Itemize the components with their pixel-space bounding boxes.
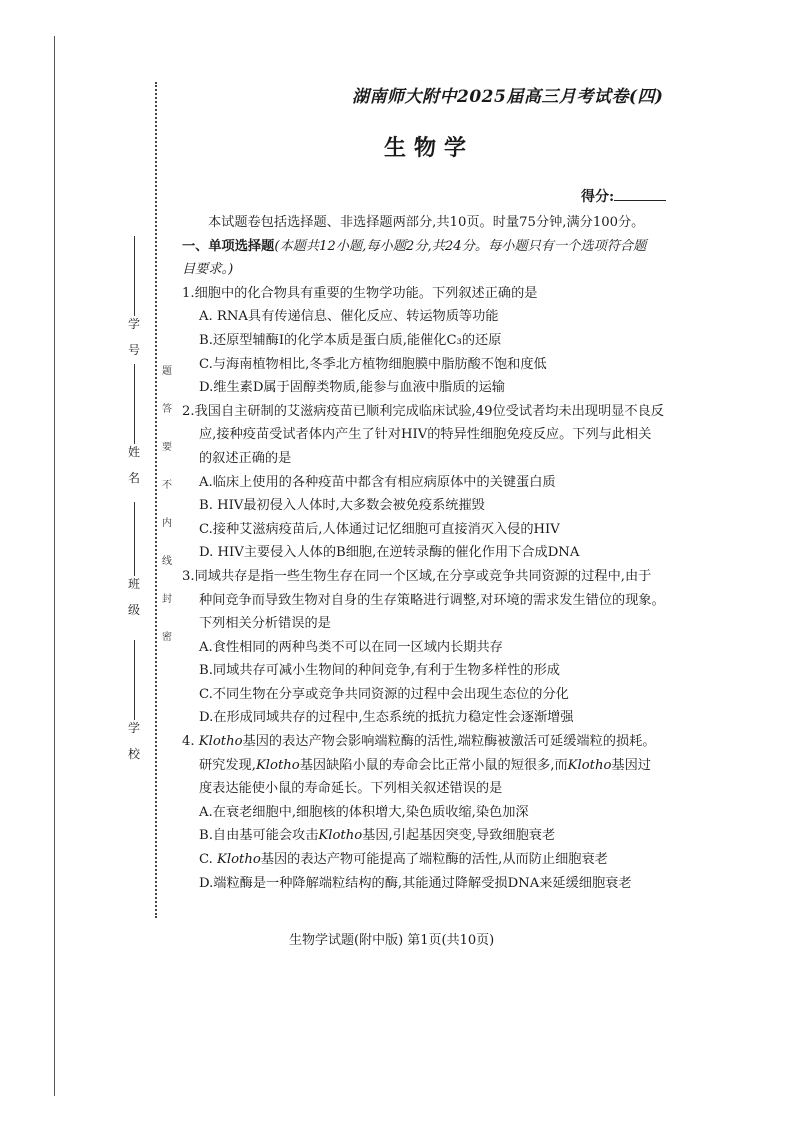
question-4-stem: 度表达能使小鼠的寿命延长。下列相关叙述错误的是 bbox=[199, 781, 503, 797]
name-label bbox=[128, 444, 140, 486]
question-1-option-B[interactable]: B.还原型辅酶Ⅰ的化学本质是蛋白质,能催化C₃的还原 bbox=[199, 332, 502, 348]
question-3-stem: 种间竞争而导致生物对自身的生存策略进行调整,对环境的需求发生错位的现象。 bbox=[199, 592, 665, 608]
question-2-option-B[interactable]: B. HIV最初侵入人体时,大多数会被免疫系统摧毁 bbox=[199, 498, 485, 514]
student-id-char-2: 号 bbox=[127, 343, 140, 357]
question-3-option-C[interactable]: C.不同生物在分享或竞争共同资源的过程中会出现生态位的分化 bbox=[199, 686, 569, 702]
student-id-label bbox=[128, 316, 140, 358]
question-1-option-D[interactable]: D.维生素D属于固醇类物质,能参与血液中脂质的运输 bbox=[199, 380, 505, 396]
class-char-2: 级 bbox=[127, 603, 140, 617]
seal-char: 题 bbox=[162, 366, 172, 377]
class-label bbox=[128, 576, 140, 618]
question-4-stem: 4. Klotho基因的表达产物会影响端粒酶的活性,端粒酶被激活可延缓端粒的损耗。 bbox=[182, 734, 656, 750]
question-4-option-D[interactable]: D.端粒酶是一种降解端粒结构的酶,其能通过降解受损DNA来延缓细胞衰老 bbox=[199, 875, 632, 891]
seal-char: 线 bbox=[162, 556, 172, 567]
question-4-option-B[interactable]: B.自由基可能会攻击Klotho基因,引起基因突变,导致细胞衰老 bbox=[199, 828, 556, 844]
question-1-option-C[interactable]: C.与海南植物相比,冬季北方植物细胞膜中脂肪酸不饱和度低 bbox=[199, 356, 547, 372]
seal-char: 封 bbox=[162, 594, 172, 605]
subject-title: 生物学 bbox=[384, 135, 475, 161]
question-2-option-D[interactable]: D. HIV主要侵入人体的B细胞,在逆转录酶的催化作用下合成DNA bbox=[199, 545, 580, 561]
score-field[interactable] bbox=[581, 186, 666, 206]
name-char-1: 姓 bbox=[127, 445, 140, 459]
margin-rule bbox=[54, 36, 55, 1096]
question-list bbox=[182, 282, 676, 895]
seal-char: 要 bbox=[162, 442, 172, 453]
exam-title: 湖南师大附中2025届高三月考试卷(四) bbox=[352, 87, 664, 107]
question-1-option-A[interactable]: A. RNA具有传递信息、催化反应、转运物质等功能 bbox=[199, 309, 499, 325]
name-blank[interactable] bbox=[134, 364, 135, 444]
school-label bbox=[128, 720, 140, 762]
school-char-2: 校 bbox=[127, 747, 140, 761]
question-2-stem: 应,接种疫苗受试者体内产生了针对HIV的特异性细胞免疫反应。下列与此相关 bbox=[199, 427, 652, 443]
section-heading-cont bbox=[182, 258, 676, 282]
question-3-option-D[interactable]: D.在形成同域共存的过程中,生态系统的抵抗力稳定性会逐渐增强 bbox=[199, 710, 574, 726]
class-blank[interactable] bbox=[134, 502, 135, 576]
score-label: 得分: bbox=[581, 189, 615, 205]
seal-char: 答 bbox=[162, 404, 172, 415]
section-heading bbox=[182, 235, 676, 259]
question-3-stem: 3.同域共存是指一些生物生存在同一个区域,在分享或竞争共同资源的过程中,由于 bbox=[182, 568, 652, 584]
class-field[interactable] bbox=[122, 498, 146, 618]
seal-char: 密 bbox=[162, 632, 172, 643]
student-id-blank[interactable] bbox=[134, 236, 135, 316]
exam-content bbox=[182, 211, 676, 895]
student-id-field[interactable] bbox=[122, 232, 146, 358]
section-desc-1: (本题共12小题,每小题2分,共24分。每小题只有一个选项符合题 bbox=[274, 238, 647, 254]
seal-char: 内 bbox=[162, 518, 172, 529]
question-3-stem: 下列相关分析错误的是 bbox=[199, 616, 331, 632]
question-4-stem: 研究发现,Klotho基因缺陷小鼠的寿命会比正常小鼠的短很多,而Klotho基因过 bbox=[199, 757, 651, 773]
page-footer: 生物学试题(附中版) 第1页(共10页) bbox=[289, 933, 495, 948]
question-2-option-A[interactable]: A.临床上使用的各种疫苗中都含有相应病原体中的关键蛋白质 bbox=[199, 474, 556, 490]
class-char-1: 班 bbox=[127, 577, 140, 591]
question-4-option-C[interactable]: C. Klotho基因的表达产物可能提高了端粒酶的活性,从而防止细胞衰老 bbox=[199, 852, 608, 868]
question-1-stem: 1.细胞中的化合物具有重要的生物学功能。下列叙述正确的是 bbox=[182, 285, 538, 301]
seal-char: 不 bbox=[162, 480, 172, 491]
section-title: 一、单项选择题 bbox=[182, 238, 275, 254]
student-id-char-1: 学 bbox=[127, 317, 140, 331]
score-blank[interactable] bbox=[614, 188, 666, 201]
section-desc-2: 目要求。) bbox=[182, 262, 234, 278]
question-2-option-C[interactable]: C.接种艾滋病疫苗后,人体通过记忆细胞可直接消灭入侵的HIV bbox=[199, 521, 560, 537]
school-char-1: 学 bbox=[127, 721, 140, 735]
name-field[interactable] bbox=[122, 360, 146, 486]
exam-intro: 本试题卷包括选择题、非选择题两部分,共10页。时量75分钟,满分100分。 bbox=[208, 215, 645, 230]
question-3-option-A[interactable]: A.食性相同的两种鸟类不可以在同一区域内长期共存 bbox=[199, 639, 503, 655]
question-3-option-B[interactable]: B.同域共存可减小生物间的种间竞争,有利于生物多样性的形成 bbox=[199, 663, 560, 679]
seal-notice bbox=[160, 365, 174, 669]
name-char-2: 名 bbox=[127, 471, 140, 485]
seal-line bbox=[155, 82, 157, 918]
question-2-stem: 的叙述正确的是 bbox=[199, 450, 292, 466]
school-blank[interactable] bbox=[134, 640, 135, 720]
question-4-option-A[interactable]: A.在衰老细胞中,细胞核的体积增大,染色质收缩,染色加深 bbox=[199, 804, 529, 820]
school-field[interactable] bbox=[122, 636, 146, 762]
question-2-stem: 2.我国自主研制的艾滋病疫苗已顺利完成临床试验,49位受试者均未出现明显不良反 bbox=[182, 403, 664, 419]
